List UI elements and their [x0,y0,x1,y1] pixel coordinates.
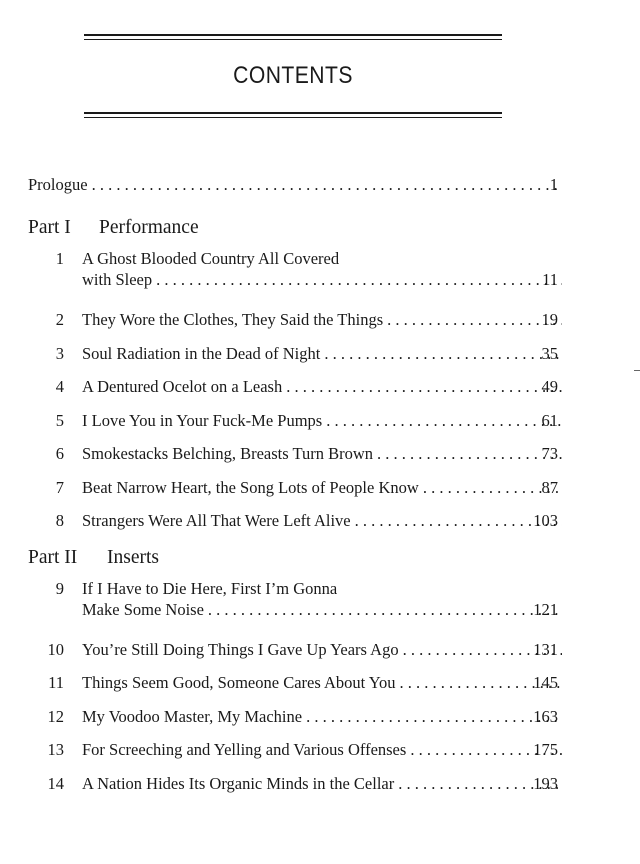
chapter-number: 13 [47,740,64,759]
chapter-number: 11 [48,673,64,692]
chapter-number: 10 [47,639,64,659]
toc-leader-line [28,170,562,200]
entry-title: Strangers Were All That Were Left Alive [82,511,351,530]
page-number: 131 [533,639,558,659]
toc-entry-chapter-6[interactable] [0,437,640,471]
page-number: 121 [533,599,558,619]
toc-leader-line [82,599,562,621]
part-name: Inserts [107,546,159,568]
entry-title: For Screeching and Yelling and Various Offenses [82,740,407,759]
page-title: CONTENTS [233,62,353,89]
chapter-number: 9 [55,578,64,598]
margin-tick-mark [634,370,640,371]
toc-entry-chapter-12[interactable] [0,700,640,734]
entry-title: Beat Narrow Heart, the Song Lots of People Know [82,477,419,497]
chapter-number: 14 [47,773,64,793]
dot-leader [92,170,562,200]
dot-leader [208,599,562,621]
toc-leader-line [82,504,562,538]
toc-entry-chapter-9[interactable] [0,578,640,633]
page-number: 11 [542,270,558,289]
chapter-number: 3 [55,343,64,363]
toc-leader-line [82,337,562,371]
chapter-number: 7 [55,477,64,497]
toc-leader-line [82,767,562,801]
chapter-number: 12 [47,706,64,726]
part-name: Performance [99,217,199,238]
table-of-contents [0,170,640,800]
toc-leader-line [82,471,562,505]
toc-leader-line [82,269,562,291]
toc-leader-line [82,700,562,734]
chapter-number: 5 [55,410,64,430]
page-number: 87 [541,477,558,497]
chapter-number: 2 [55,310,64,329]
chapter-number: 4 [55,377,64,396]
part-heading-2 [0,538,640,578]
toc-entry-chapter-1[interactable] [0,248,640,303]
toc-entry-chapter-2[interactable] [0,303,640,337]
toc-leader-line [82,733,562,767]
toc-entry-chapter-8[interactable] [0,504,640,538]
page-number: 175 [533,740,558,759]
toc-leader-line [82,370,562,404]
entry-title: Soul Radiation in the Dead of Night [82,343,321,363]
page-number: 35 [541,343,558,363]
entry-title-line-2: Make Some Noise [82,599,204,619]
page-number: 1 [549,175,558,194]
chapter-number: 6 [55,444,64,463]
toc-entry-chapter-4[interactable] [0,370,640,404]
entry-title: I Love You in Your Fuck-Me Pumps [82,410,323,430]
entry-title-line-1: If I Have to Die Here, First I’m Gonna [82,578,338,598]
part-heading-1 [0,208,640,248]
page-number: 103 [533,511,558,530]
toc-entry-chapter-10[interactable] [0,633,640,667]
entry-title: You’re Still Doing Things I Gave Up Years Ago [82,639,399,659]
chapter-number: 1 [55,249,64,268]
toc-leader-line [82,404,562,438]
toc-leader-line [82,303,562,337]
toc-leader-line [82,633,562,667]
page-number: 145 [533,673,558,692]
toc-entry-chapter-5[interactable] [0,404,640,438]
toc-entry-chapter-7[interactable] [0,471,640,505]
page-number: 163 [533,706,558,726]
toc-entry-chapter-11[interactable] [0,666,640,700]
page-number: 61 [541,410,558,430]
chapter-number: 8 [55,511,64,530]
part-label: Part I [28,217,71,238]
top-double-rule [84,34,502,40]
toc-leader-line [82,437,562,471]
entry-title: A Dentured Ocelot on a Leash [82,377,283,396]
entry-title-line-1: A Ghost Blooded Country All Covered [82,249,340,268]
entry-title: Things Seem Good, Someone Cares About You [82,673,396,692]
entry-title: My Voodoo Master, My Machine [82,706,303,726]
entry-title-line-2: with Sleep [82,270,153,289]
toc-entry-chapter-3[interactable] [0,337,640,371]
toc-entry-chapter-14[interactable] [0,767,640,801]
toc-entry-chapter-13[interactable] [0,733,640,767]
toc-leader-line [82,666,562,700]
bottom-double-rule [84,112,502,118]
entry-title: Smokestacks Belching, Breasts Turn Brown [82,444,374,463]
entry-title: Prologue [28,175,88,194]
entry-title: They Wore the Clothes, They Said the Things [82,310,384,329]
page-number: 19 [541,310,558,329]
entry-title: A Nation Hides Its Organic Minds in the Cellar [82,773,395,793]
toc-entry-prologue[interactable] [0,170,640,208]
page-number: 49 [541,377,558,396]
page-number: 193 [533,773,558,793]
part-label: Part II [28,546,78,568]
dot-leader [156,269,562,291]
page-number: 73 [541,444,558,463]
